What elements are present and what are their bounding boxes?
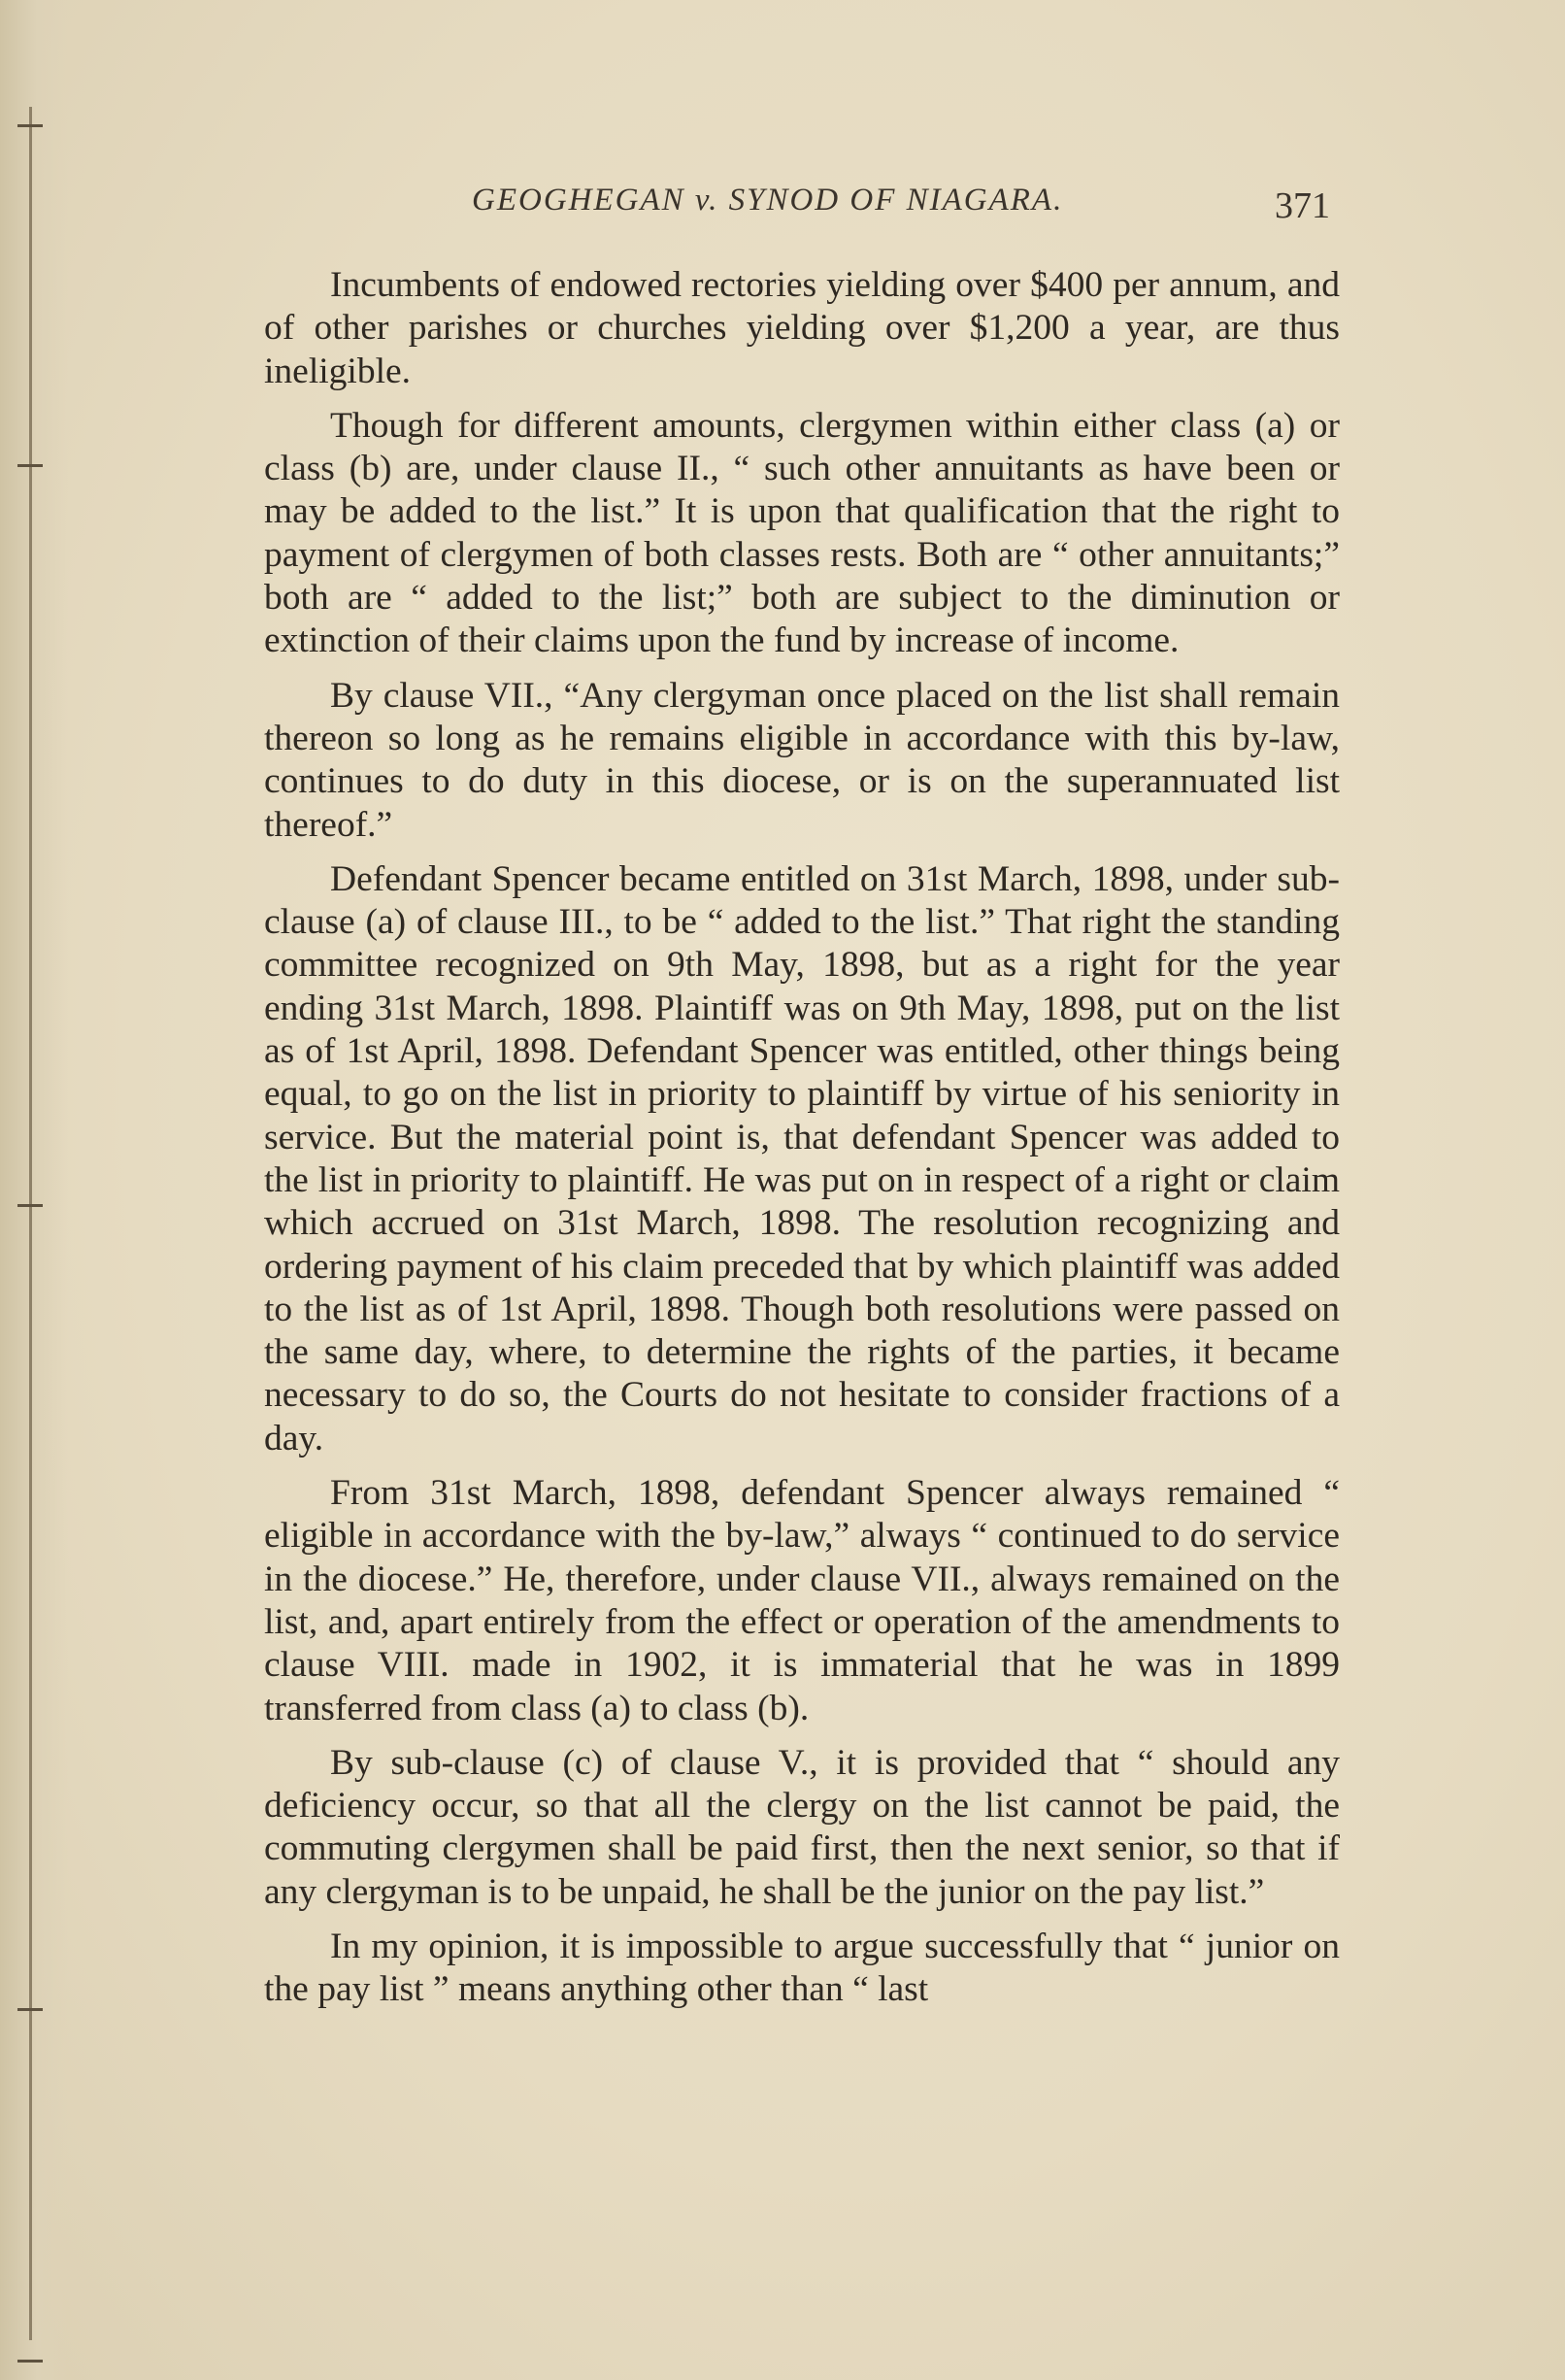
paragraph: From 31st March, 1898, defendant Spencer always remained “ eligible in accordance with the by-law,” always “ continued to do service in the diocese.” He, therefore, under clause VII., always remained on the list, and, apart entirely from the effect or operation of the amendments to clause VIII. made in 1902, it is immaterial that he was in 1899 transferred from class (a) to class (b). [264,1473,1340,1728]
binding-stitch-line [29,107,32,2340]
binding-mark [17,124,43,127]
page-header [472,173,1346,241]
binding-mark [17,2360,43,2363]
paragraph: Incumbents of endowed rectories yielding over $400 per annum, and of other parishes or churches yielding over $1,200 a year, are thus ineligible. [264,265,1340,391]
paragraph: By sub-clause (c) of clause V., it is provided that “ should any deficiency occur, so that all the clergy on the list cannot be paid, the commuting clergymen shall be paid first, then the next senior, so that if any clergyman is to be unpaid, he shall be the junior on the pay list.” [264,1742,1340,1912]
binding-edge [0,0,68,2380]
binding-mark [17,464,43,467]
binding-mark [17,2008,43,2011]
paragraph: In my opinion, it is impossible to argue successfully that “ junior on the pay list ” means anything other than “ last [264,1926,1340,2010]
body-text [264,264,1340,2012]
paragraph: Though for different amounts, clergymen within either class (a) or class (b) are, under clause II., “ such other annuitants as have been or may be added to the list.” It is upon that qualification that the right to payment of clergymen of both classes rests. Both are “ other annuitants;” both are “ added to the list;” both are subject to the diminution or extinction of their claims upon the fund by increase of income. [264,405,1340,661]
paragraph: By clause VII., “Any clergyman once placed on the list shall remain thereon so long as he remains eligible in accordance with this by-law, continues to do duty in this diocese, or is on the superannuated list thereof.” [264,675,1340,845]
page-number: 371 [1275,185,1330,226]
binding-mark [17,1204,43,1207]
paragraph: Defendant Spencer became entitled on 31st March, 1898, under sub-clause (a) of clause III., to be “ added to the list.” That right the standing committee recognized on 9th May, 1898, but as a right for the year ending 31st March, 1898. Plaintiff was on 9th May, 1898, put on the list as of 1st April, 1898. Defendant Spencer was entitled, other things being equal, to go on the list in priority to plaintiff by virtue of his seniority in service. But the material point is, that defendant Spencer was added to the list in priority to plaintiff. He was put on in respect of a right or claim which accrued on 31st March, 1898. The resolution recognizing and ordering payment of his claim preceded that by which plaintiff was added to the list as of 1st April, 1898. Though both resolutions were passed on the same day, where, to determine the rights of the parties, it became necessary to do so, the Courts do not hesitate to consider fractions of a day. [264,858,1340,1458]
running-title: GEOGHEGAN v. SYNOD OF NIAGARA. [472,183,1064,218]
